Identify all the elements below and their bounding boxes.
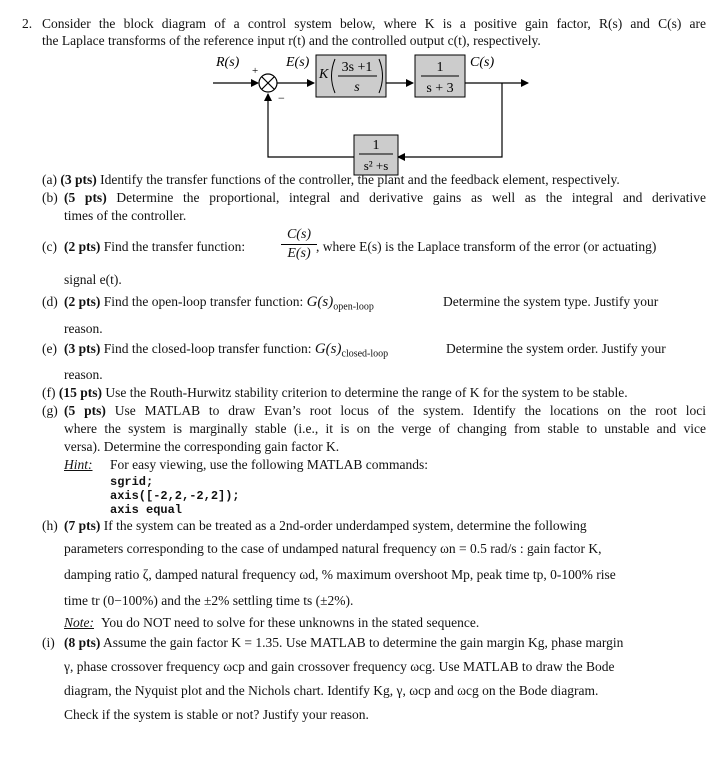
- part-d-label: (d): [42, 294, 58, 309]
- part-e-pts: (3 pts): [64, 341, 101, 356]
- part-f-text: Use the Routh-Hurwitz stability criterion to determine the range of K for the system to be stable.: [105, 385, 628, 400]
- part-i-line1: [64, 634, 623, 652]
- part-c-label: (c): [42, 239, 57, 254]
- part-c-pts: (2 pts): [64, 239, 101, 254]
- plant-numerator: 1: [436, 60, 444, 75]
- gain-label: K: [319, 67, 329, 82]
- part-h-note-text: You do NOT need to solve for these unknowns in the stated sequence.: [101, 615, 480, 630]
- part-g-line1: [64, 402, 706, 420]
- part-i-pts: (8 pts): [64, 635, 101, 650]
- block-diagram: [0, 50, 728, 180]
- plant-denominator: s + 3: [426, 81, 454, 96]
- part-d-subscript: open-loop: [333, 301, 374, 313]
- part-f: [42, 384, 628, 402]
- part-b-label: (b): [42, 190, 58, 205]
- output-label: C(s): [470, 55, 495, 70]
- code-line-2: axis([-2,2,-2,2]);: [110, 489, 240, 503]
- part-i-line1-text: Assume the gain factor K = 1.35. Use MATLAB to determine the gain margin Kg, phase margin: [103, 635, 624, 650]
- part-h-note-label: Note:: [64, 615, 94, 630]
- problem-intro-line1: Consider the block diagram of a control system below, where K is a positive gain factor, R(s) and C(s) are: [42, 16, 706, 31]
- part-c-text2: signal e(t).: [64, 272, 122, 287]
- part-i-line3: diagram, the Nyquist plot and the Nichols chart. Identify Kg, γ, ωcp and ωcg on the Bode diagram.: [64, 683, 599, 698]
- part-d-pts: (2 pts): [64, 294, 101, 309]
- part-f-pts: (15 pts): [58, 385, 102, 400]
- part-b-line1: [64, 189, 706, 207]
- controller-numerator: 3s +1: [341, 60, 373, 75]
- part-c-frac-den: E(s): [287, 246, 311, 261]
- part-d-func: G(s): [306, 294, 334, 310]
- part-e-text2: reason.: [64, 367, 103, 382]
- part-e-subscript: closed-loop: [341, 348, 389, 360]
- problem-intro-line2: the Laplace transforms of the reference input r(t) and the controlled output c(t), respectively.: [42, 33, 541, 48]
- part-b-text2: times of the controller.: [64, 208, 187, 223]
- part-c-text-before: Find the transfer function:: [103, 239, 246, 254]
- controller-denominator: s: [354, 80, 360, 95]
- feedback-denominator: s² +s: [363, 158, 389, 173]
- part-b-text1: Determine the proportional, integral and derivative gains as well as the integral and derivative: [116, 190, 706, 205]
- part-g-text3: versa). Determine the corresponding gain factor K.: [64, 439, 340, 454]
- part-c-text-after: , where E(s) is the Laplace transform of the error (or actuating): [316, 239, 657, 254]
- input-label: R(s): [216, 55, 240, 70]
- code-line-1: sgrid;: [110, 475, 154, 489]
- part-g-label: (g): [42, 403, 58, 418]
- part-d-text-after: Determine the system type. Justify your: [443, 294, 659, 309]
- part-i-label: (i): [42, 635, 55, 650]
- part-e-text-after: Determine the system order. Justify your: [446, 341, 666, 356]
- part-i-line2: γ, phase crossover frequency ωcp and gain crossover frequency ωcg. Use MATLAB to draw the Bode: [64, 659, 615, 674]
- part-c-fraction: [281, 227, 317, 262]
- part-d-text-before: Find the open-loop transfer function:: [103, 294, 304, 309]
- part-f-label: (f): [42, 385, 56, 400]
- part-g-text1: Use MATLAB to draw Evan’s root locus of the system. Identify the locations on the root loci: [114, 403, 706, 418]
- part-d-line1-left: [64, 293, 374, 317]
- part-h-line1: [64, 517, 587, 535]
- part-e-func: G(s): [314, 341, 342, 357]
- part-e-label: (e): [42, 341, 57, 356]
- part-i-line4: Check if the system is stable or not? Justify your reason.: [64, 707, 369, 722]
- minus-sign: −: [278, 91, 285, 105]
- part-g-hint-label: Hint:: [64, 457, 93, 472]
- part-h-line1-text: If the system can be treated as a 2nd-order underdamped system, determine the following: [103, 518, 587, 533]
- part-a-pts: (3 pts): [60, 172, 97, 187]
- part-a-label: (a): [42, 172, 57, 187]
- problem-number: 2.: [22, 16, 33, 31]
- part-h-line3: damping ratio ζ, damped natural frequency ωd, % maximum overshoot Mp, peak time tp, 0-100% rise: [64, 567, 616, 582]
- part-d-text2: reason.: [64, 321, 103, 336]
- part-h-pts: (7 pts): [64, 518, 101, 533]
- error-label: E(s): [286, 55, 310, 70]
- plus-sign: +: [252, 65, 259, 77]
- part-g-pts: (5 pts): [64, 403, 106, 418]
- part-h-line2: parameters corresponding to the case of undamped natural frequency ωn = 0.5 rad/s : gain factor K,: [64, 541, 602, 556]
- part-e-line1-left: [64, 340, 388, 364]
- part-c-line1: [64, 238, 245, 256]
- part-a-text: Identify the transfer functions of the controller, the plant and the feedback element, respectively.: [100, 172, 620, 187]
- feedback-numerator: 1: [372, 138, 380, 153]
- part-g-text2: where the system is marginally stable (i.e., it is on the verge of changing from stable to unstable and vice: [64, 421, 706, 436]
- part-g-hint-text: For easy viewing, use the following MATLAB commands:: [110, 457, 428, 472]
- part-b-pts: (5 pts): [64, 190, 107, 205]
- part-e-text-before: Find the closed-loop transfer function:: [103, 341, 312, 356]
- part-a: [42, 171, 620, 189]
- summing-junction: [259, 74, 277, 92]
- code-line-3: axis equal: [110, 503, 183, 517]
- part-h-line4: time tr (0−100%) and the ±2% settling time ts (±2%).: [64, 593, 354, 608]
- part-c-frac-num: C(s): [286, 227, 312, 242]
- part-h-label: (h): [42, 518, 58, 533]
